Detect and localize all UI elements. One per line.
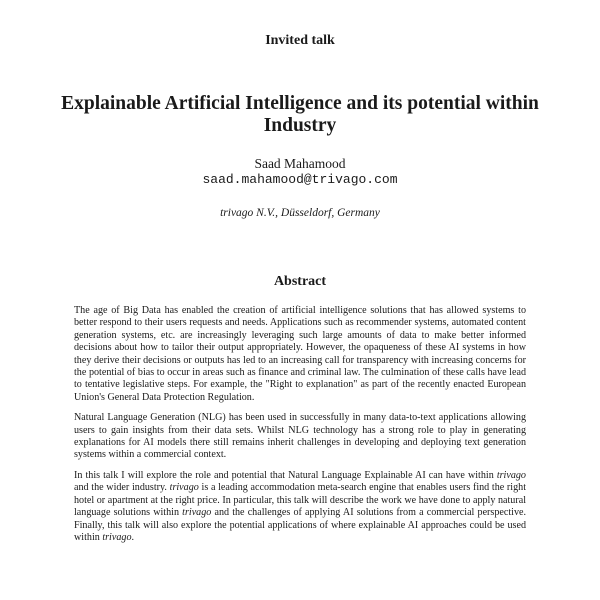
author-name: Saad Mahamood (254, 156, 346, 171)
p3-italic-1: trivago (496, 469, 526, 481)
p3-text-3: is a leading accommodation meta-search engine that enables users find the right hotel or apartment at the right price. In particular, this talk will describe the work we have done to apply natural language solutions within (74, 482, 527, 519)
abstract-body (74, 305, 526, 552)
p3-italic-4: trivago (102, 531, 132, 543)
p3-italic-2: trivago (169, 482, 199, 494)
p3-italic-3: trivago (182, 507, 212, 519)
author-email: saad.mahamood@trivago.com (202, 172, 398, 187)
author-affiliation: trivago N.V., Düsseldorf, Germany (220, 207, 380, 219)
p3-text-2: and the wider industry. (74, 482, 167, 494)
p3-text-5: . (131, 531, 135, 543)
abstract-paragraph-2: Natural Language Generation (NLG) has been used in successfully in many data-to-text applications allowing users to gain insights from their data sets. Whilst NLG technology has a strong role to play in generating explanations for AI models there still remains inherit challenges in developing and deploying text generation systems within a commercial context. (74, 412, 526, 461)
paper-title: Explainable Artificial Intelligence and its potential within Industry (61, 93, 539, 136)
section-label: Invited talk (265, 33, 335, 48)
abstract-paragraph-3 (74, 470, 526, 544)
abstract-heading: Abstract (273, 274, 327, 289)
p3-text-4: and the challenges of applying AI solutions from a commercial perspective. Finally, this talk will also explore the potential applications of where explainable AI approaches could be used within (74, 507, 526, 543)
abstract-paragraph-1: The age of Big Data has enabled the creation of artificial intelligence solutions that has allowed systems to better respond to their users requests and needs. Applications such as recommender systems, automated content generation systems, etc. are increasingly leveraging such large amounts of data to make better informed decisions about how to tailor their output appropriately. However, the opaqueness of these AI systems in how they derive their decisions or outputs has led to an increasing call for transparency with increasing concerns for the potential of bias to occur in areas such as finance and criminal law. The culmination of these calls have lead to tentative legislative steps. For example, the "Right to explanation" as part of the recently enacted European Union's General Data Protection Regulation. (74, 305, 526, 403)
p3-text-1: In this talk I will explore the role and potential that Natural Language Explainable AI can have within (74, 469, 494, 481)
